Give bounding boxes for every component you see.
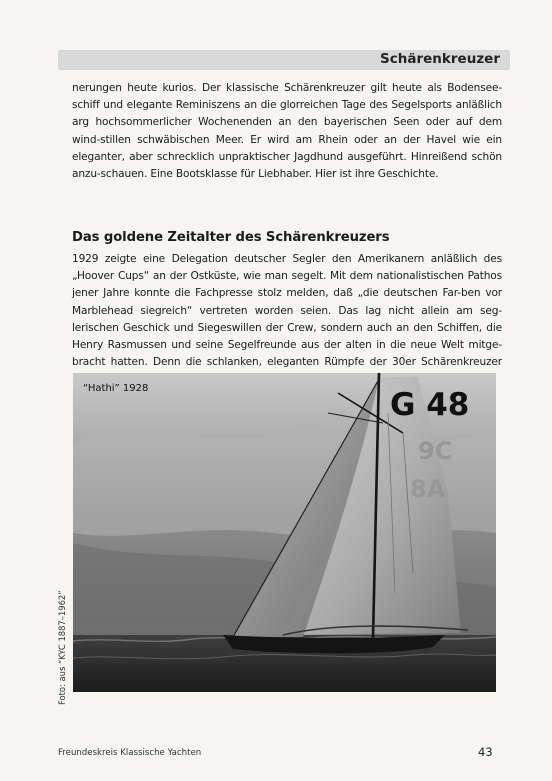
footer-publisher: Freundeskreis Klassische Yachten — [58, 748, 202, 758]
sail-show-through: 9C — [418, 437, 453, 465]
photo-caption: “Hathi” 1928 — [83, 383, 149, 394]
intro-paragraph: nerungen heute kurios. Der klassische Schärenkreuzer gilt heute als Bodensee-schiff und elegante Reminiszens an die glorreichen Tage des Segelsports anläßlich arg hochsommerlicher Wochenenden an den bayerischen Seen oder auf dem wind-stillen schwäbischen Meer. Er wird am Rhein oder an der Havel wie ein eleganter, aber schrecklich unpraktischer Jagdhund ausgeführt. Hinreißend schön anzu-schauen. Eine Bootsklasse für Liebhaber. Hier ist ihre Geschichte. — [72, 82, 502, 181]
sailboat-photo — [73, 373, 496, 692]
intro-text-block — [72, 80, 502, 183]
running-head-title: Schärenkreuzer — [380, 51, 500, 67]
section-text-block — [72, 251, 502, 389]
sail-show-through: 8A — [410, 475, 446, 503]
running-head-bar — [58, 50, 510, 70]
page-number: 43 — [478, 745, 493, 759]
photo-credit: Foto: aus “KYC 1887–1962” — [57, 590, 67, 705]
section-heading: Das goldene Zeitalter des Schärenkreuzers — [72, 230, 390, 245]
sail-number: G 48 — [390, 387, 470, 423]
section-paragraph: 1929 zeigte eine Delegation deutscher Segler den Amerikanern anläßlich des „Hoover Cups“ an der Ostküste, wie man segelt. Mit dem nationalistischen Pathos jener Jahre konnte die Fachpresse stolz melden, daß „die deutschen Far-ben vor Marblehead siegreich“ vertreten worden seien. Das lag nicht allein am seg-lerischen Geschick und Siegeswillen der Crew, sondern auch an den Schiffen, die Henry Rasmussen und seine Segelfreunde aus der alten in die neue Welt mitge-bracht hatten. Denn die schlanken, eleganten Rümpfe der 30er Schärenkreuzer — [72, 253, 502, 369]
sailboat-illustration — [73, 373, 496, 692]
